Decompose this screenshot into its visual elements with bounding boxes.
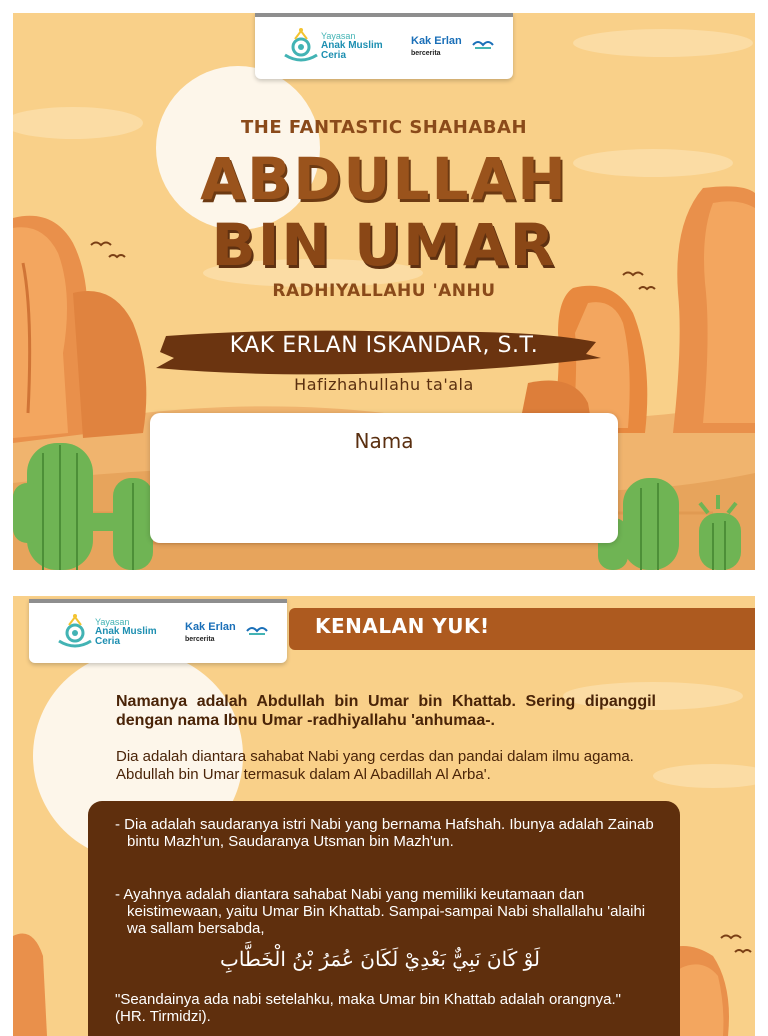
kak-erlan-name: Kak Erlan: [411, 35, 462, 47]
yayasan-logo-text: [95, 617, 157, 647]
mosque-logo-icon: [281, 27, 321, 67]
section-header-title: KENALAN YUK!: [315, 614, 490, 638]
yayasan-name-line2: Ceria: [95, 637, 157, 647]
series-subtitle: THE FANTASTIC SHAHABAH: [13, 117, 755, 138]
open-book-icon: [471, 35, 495, 51]
cover-page: [13, 13, 755, 570]
yayasan-name-line1: Anak Muslim: [321, 41, 383, 51]
author-name: KAK ERLAN ISKANDAR, S.T.: [13, 333, 755, 358]
fact-bullet-2: [115, 886, 655, 937]
fact-bullet-2-text: - Ayahnya adalah diantara sahabat Nabi yang memiliki keutamaan dan keistimewaan, yaitu Umar Bin Khattab. Sampai-sampai Nabi shallallahu 'alaihi wa sallam bersabda,: [115, 886, 655, 937]
arabic-hadith: لَوْ كَانَ نَبِيٌّ بَعْدِيْ لَكَانَ عُمَرُ بْنُ الْخَطَّابِ: [115, 951, 645, 968]
facts-box: [88, 801, 680, 1036]
kak-erlan-sub: bercerita: [411, 50, 462, 57]
title-line-2: BIN UMAR: [13, 213, 755, 277]
kak-erlan-sub: bercerita: [185, 636, 236, 643]
fact-bullet-1: [115, 816, 655, 850]
yayasan-name-line2: Ceria: [321, 51, 383, 61]
hadith-translation: "Seandainya ada nabi setelahku, maka Umar bin Khattab adalah orangnya." (HR. Tirmidzi).: [115, 991, 655, 1025]
author-honorific: Hafizhahullahu ta'ala: [13, 375, 755, 394]
header-logo-card: [29, 599, 287, 663]
yayasan-label: Yayasan: [95, 617, 157, 627]
name-field-box[interactable]: [150, 413, 618, 543]
yayasan-logo-text: [321, 31, 383, 61]
fact-bullet-1-text: - Dia adalah saudaranya istri Nabi yang bernama Hafshah. Ibunya adalah Zainab bintu Mazh'un, Saudaranya Utsman bin Mazh'un.: [115, 816, 655, 850]
intro-paragraph: Namanya adalah Abdullah bin Umar bin Khattab. Sering dipanggil dengan nama Ibnu Umar -radhiyallahu 'anhumaa-.: [116, 692, 656, 730]
section-header-bar: [289, 608, 755, 650]
header-logo-card: [255, 13, 513, 79]
open-book-icon: [245, 621, 269, 637]
description-paragraph: Dia adalah diantara sahabat Nabi yang cerdas dan pandai dalam ilmu agama. Abdullah bin Umar termasuk dalam Al Abadillah Al Arba'.: [116, 748, 656, 784]
yayasan-label: Yayasan: [321, 31, 383, 41]
title-line-1: ABDULLAH: [13, 147, 755, 211]
mosque-logo-icon: [55, 613, 95, 653]
intro-page: [13, 596, 755, 1036]
name-label: Nama: [150, 429, 618, 453]
kak-erlan-logo: [411, 35, 462, 57]
title-honorific: RADHIYALLAHU 'ANHU: [13, 281, 755, 301]
kak-erlan-logo: [185, 621, 236, 643]
kak-erlan-name: Kak Erlan: [185, 621, 236, 633]
yayasan-name-line1: Anak Muslim: [95, 627, 157, 637]
